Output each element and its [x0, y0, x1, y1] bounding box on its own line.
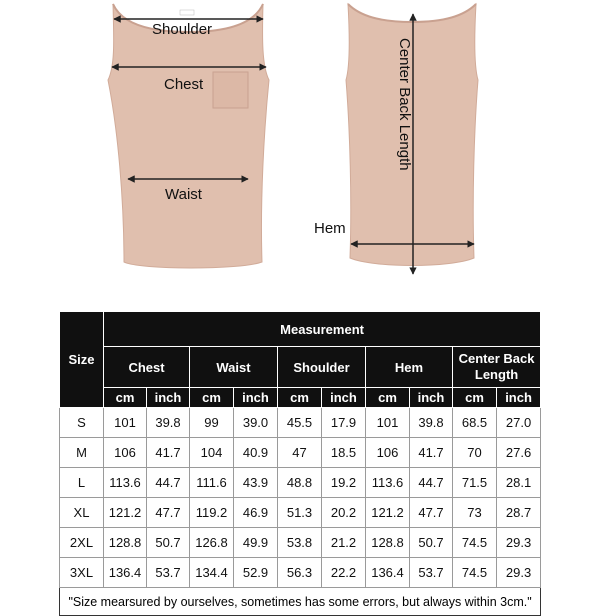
measurement-cell: 18.5: [322, 438, 366, 468]
measurement-cell: 48.8: [278, 468, 322, 498]
measurement-cell: 106: [104, 438, 147, 468]
measurement-cell: 27.6: [497, 438, 541, 468]
measurement-diagram: [0, 0, 600, 300]
measurement-cell: 99: [190, 408, 234, 438]
measurement-cell: 53.8: [278, 528, 322, 558]
measurement-cell: 28.1: [497, 468, 541, 498]
measurement-cell: 29.3: [497, 558, 541, 588]
unit-header: inch: [497, 388, 541, 408]
measurement-cell: 71.5: [453, 468, 497, 498]
measurement-cell: 49.9: [234, 528, 278, 558]
measurement-cell: 119.2: [190, 498, 234, 528]
unit-header: cm: [453, 388, 497, 408]
measurement-cell: 56.3: [278, 558, 322, 588]
size-cell: L: [60, 468, 104, 498]
measurement-cell: 136.4: [104, 558, 147, 588]
measurement-cell: 41.7: [147, 438, 190, 468]
unit-header: cm: [366, 388, 410, 408]
size-cell: 3XL: [60, 558, 104, 588]
unit-header: cm: [278, 388, 322, 408]
measurement-cell: 47: [278, 438, 322, 468]
measurement-cell: 101: [366, 408, 410, 438]
size-cell: XL: [60, 498, 104, 528]
measurement-cell: 47.7: [147, 498, 190, 528]
measurement-cell: 121.2: [366, 498, 410, 528]
size-cell: S: [60, 408, 104, 438]
measurement-cell: 27.0: [497, 408, 541, 438]
front-tank-top-shape: [108, 4, 269, 268]
measurement-header: Measurement: [104, 312, 541, 347]
table-row: [60, 558, 541, 588]
size-chart-table: [59, 311, 541, 616]
measurement-cell: 126.8: [190, 528, 234, 558]
measurement-cell: 19.2: [322, 468, 366, 498]
measurement-cell: 46.9: [234, 498, 278, 528]
measurement-cell: 51.3: [278, 498, 322, 528]
measurement-cell: 21.2: [322, 528, 366, 558]
group-header-center-back-length: [453, 347, 541, 388]
measurement-cell: 128.8: [104, 528, 147, 558]
unit-header: inch: [234, 388, 278, 408]
unit-header: cm: [104, 388, 147, 408]
measurement-cell: 47.7: [410, 498, 453, 528]
neck-tag: [180, 10, 194, 15]
measurement-cell: 136.4: [366, 558, 410, 588]
measurement-cell: 111.6: [190, 468, 234, 498]
size-note: "Size mearsured by ourselves, sometimes has some errors, but always within 3cm.": [60, 588, 541, 616]
measurement-cell: 41.7: [410, 438, 453, 468]
measurement-cell: 113.6: [366, 468, 410, 498]
measurement-cell: 40.9: [234, 438, 278, 468]
size-header: Size: [60, 312, 104, 408]
table-row: [60, 528, 541, 558]
table-row: [60, 468, 541, 498]
chest-pocket: [213, 72, 248, 108]
size-cell: M: [60, 438, 104, 468]
measurement-cell: 74.5: [453, 558, 497, 588]
measurement-cell: 68.5: [453, 408, 497, 438]
measurement-cell: 104: [190, 438, 234, 468]
measurement-cell: 45.5: [278, 408, 322, 438]
group-header-shoulder: Shoulder: [278, 347, 366, 388]
measurement-cell: 50.7: [410, 528, 453, 558]
measurement-cell: 128.8: [366, 528, 410, 558]
measurement-cell: 70: [453, 438, 497, 468]
unit-header: inch: [147, 388, 190, 408]
unit-header: inch: [410, 388, 453, 408]
hem-label: Hem: [314, 220, 346, 237]
waist-label: Waist: [165, 186, 202, 203]
measurement-cell: 22.2: [322, 558, 366, 588]
table-row: [60, 498, 541, 528]
measurement-cell: 101: [104, 408, 147, 438]
measurement-cell: 113.6: [104, 468, 147, 498]
center-back-length-header-text: Center Back Length: [458, 351, 535, 382]
measurement-cell: 39.8: [410, 408, 453, 438]
measurement-cell: 53.7: [147, 558, 190, 588]
group-header-hem: Hem: [366, 347, 453, 388]
measurement-cell: 74.5: [453, 528, 497, 558]
measurement-cell: 39.8: [147, 408, 190, 438]
measurement-cell: 28.7: [497, 498, 541, 528]
measurement-cell: 52.9: [234, 558, 278, 588]
unit-header: cm: [190, 388, 234, 408]
center-back-length-label: Center Back Length: [396, 38, 413, 171]
measurement-cell: 121.2: [104, 498, 147, 528]
measurement-cell: 53.7: [410, 558, 453, 588]
measurement-cell: 134.4: [190, 558, 234, 588]
measurement-cell: 29.3: [497, 528, 541, 558]
shoulder-label: Shoulder: [152, 21, 213, 38]
measurement-cell: 17.9: [322, 408, 366, 438]
measurement-cell: 20.2: [322, 498, 366, 528]
measurement-cell: 44.7: [147, 468, 190, 498]
size-cell: 2XL: [60, 528, 104, 558]
measurement-cell: 39.0: [234, 408, 278, 438]
group-header-chest: Chest: [104, 347, 190, 388]
measurement-cell: 44.7: [410, 468, 453, 498]
unit-header: inch: [322, 388, 366, 408]
measurement-cell: 106: [366, 438, 410, 468]
measurement-cell: 50.7: [147, 528, 190, 558]
garment-illustration: [0, 0, 600, 300]
measurement-cell: 73: [453, 498, 497, 528]
chest-label: Chest: [164, 76, 204, 93]
table-row: [60, 408, 541, 438]
measurement-cell: 43.9: [234, 468, 278, 498]
table-row: [60, 438, 541, 468]
group-header-waist: Waist: [190, 347, 278, 388]
